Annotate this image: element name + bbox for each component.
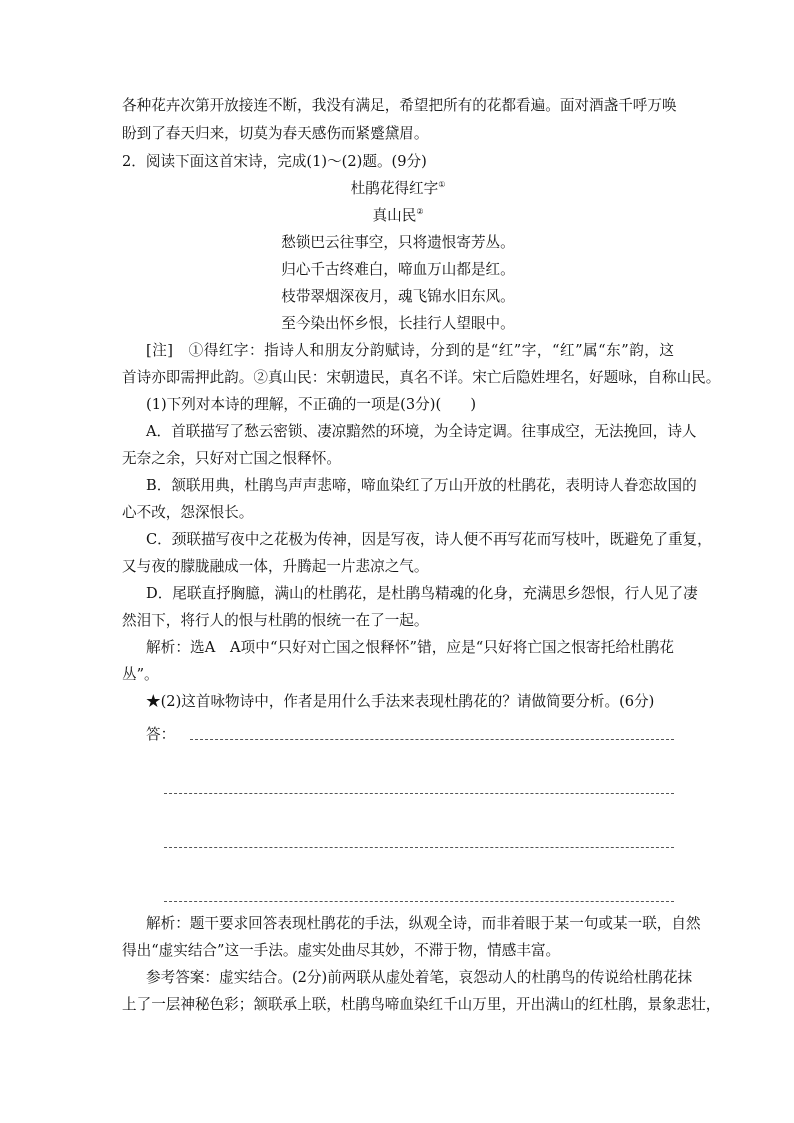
option-d-line-1: D．尾联直抒胸臆，满山的杜鹃花，是杜鹃鸟精魂的化身，充满思乡怨恨，行人见了凄	[146, 585, 698, 602]
intro-line-2: 盼到了春天归来，切莫为春天感伤而紧蹙黛眉。	[122, 125, 429, 142]
notes-line-2: 首诗亦即需押此韵。②真山民：宋朝遗民，真名不详。宋亡后隐姓埋名，好题咏，自称山民。	[122, 369, 721, 386]
poem-title-note-mark: ①	[438, 180, 446, 189]
answer-label: 答：	[146, 726, 176, 743]
poem-line-1: 愁锁巴云往事空，只将遗恨寄芳丛。	[281, 234, 515, 251]
answer-line-1[interactable]	[190, 739, 674, 740]
sub-question-1-stem: (1)下列对本诗的理解，不正确的一项是(3分)( )	[146, 396, 477, 413]
poem-line-3: 枝带翠烟深夜月，魂飞锦水旧东风。	[281, 288, 515, 305]
question-2-heading: 2．阅读下面这首宋诗，完成(1)～(2)题。(9分)	[122, 153, 427, 170]
answer-line-2[interactable]	[164, 793, 674, 794]
reference-answer-line-1: 参考答案：虚实结合。(2分)前两联从虚处着笔，哀怨动人的杜鹃鸟的传说给杜鹃花抹	[146, 969, 693, 986]
option-c-line-2: 又与夜的朦胧融成一体，升腾起一片悲凉之气。	[122, 558, 429, 575]
notes-line-1: [注] ①得红字：指诗人和朋友分韵赋诗，分到的是“红”字，“红”属“东”韵，这	[146, 342, 674, 359]
analysis-2-line-1: 解析：题干要求回答表现杜鹃花的手法，纵观全诗，而非着眼于某一句或某一联，自然	[146, 915, 701, 932]
option-b-line-2: 心不改，怨深恨长。	[122, 504, 254, 521]
option-d-line-2: 然泪下，将行人的恨与杜鹃的恨统一在了一起。	[122, 612, 429, 629]
option-a-line-1: A．首联描写了愁云密锁、凄凉黯然的环境，为全诗定调。往事成空，无法挽回，诗人	[146, 423, 697, 440]
analysis-1-line-2: 丛”。	[122, 666, 159, 683]
answer-line-4[interactable]	[164, 901, 674, 902]
poem-author-note-mark: ②	[416, 207, 424, 216]
sub-question-2-stem: ★(2)这首咏物诗中，作者是用什么手法来表现杜鹃花的？请做简要分析。(6分)	[146, 693, 655, 710]
poem-author-text: 真山民	[372, 207, 417, 224]
reference-answer-line-2: 上了一层神秘色彩；颔联承上联，杜鹃鸟啼血染红千山万里，开出满山的红杜鹃，景象悲壮，	[122, 996, 721, 1013]
poem-title-text: 杜鹃花得红字	[350, 180, 439, 197]
intro-line-1: 各种花卉次第开放接连不断，我没有满足，希望把所有的花都看遍。面对酒盏千呼万唤	[122, 97, 677, 114]
poem-author	[122, 206, 674, 226]
poem-title	[122, 179, 674, 199]
analysis-1-line-1: 解析：选A A项中“只好对亡国之恨释怀”错，应是“只好将亡国之恨寄托给杜鹃花	[146, 639, 674, 656]
poem-line-2: 归心千古终难白，啼血万山都是红。	[281, 261, 515, 278]
option-b-line-1: B．颔联用典，杜鹃鸟声声悲啼，啼血染红了万山开放的杜鹃花，表明诗人眷恋故国的	[146, 477, 697, 494]
option-a-line-2: 无奈之余，只好对亡国之恨释怀。	[122, 450, 341, 467]
option-c-line-1: C．颈联描写夜中之花极为传神，因是写夜，诗人便不再写花而写枝叶，既避免了重复，	[146, 531, 712, 548]
poem-line-4: 至今染出怀乡恨，长挂行人望眼中。	[281, 315, 515, 332]
analysis-2-line-2: 得出“虚实结合”这一手法。虚实处曲尽其妙，不滞于物，情感丰富。	[122, 942, 561, 959]
answer-line-3[interactable]	[164, 847, 674, 848]
